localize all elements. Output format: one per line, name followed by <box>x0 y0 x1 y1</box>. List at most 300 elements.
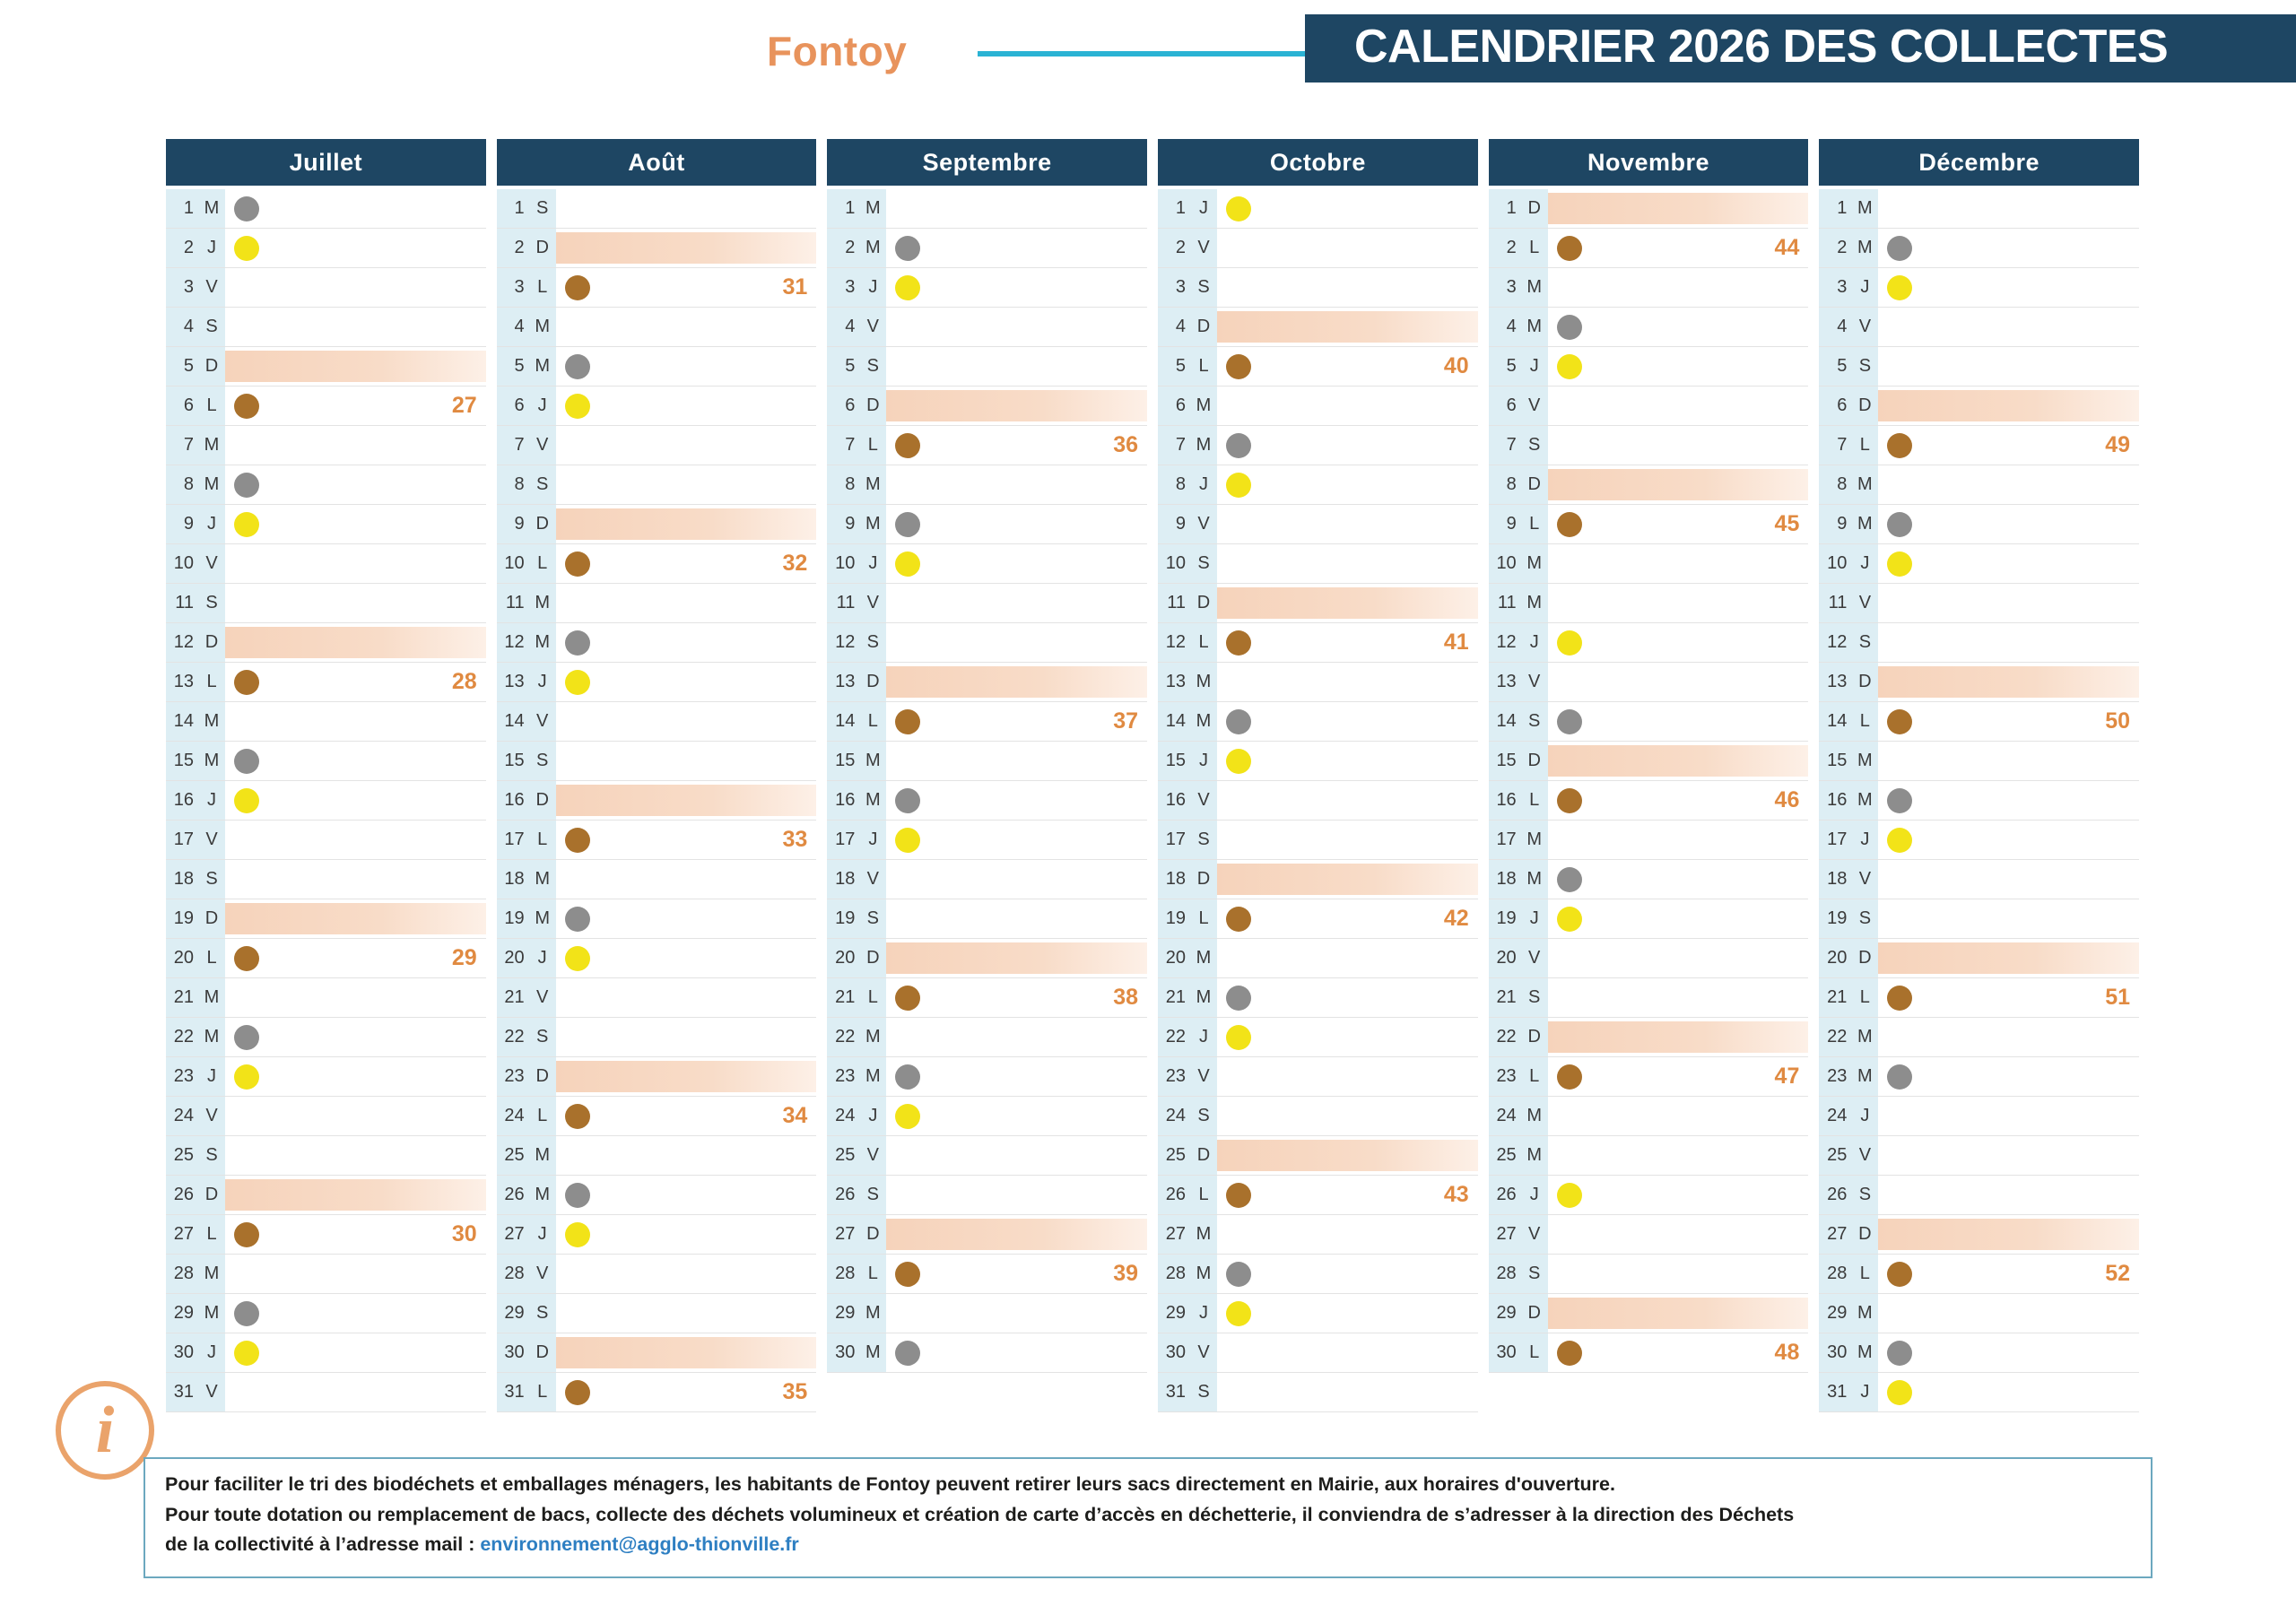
day-row <box>1158 229 1478 268</box>
day-letter: M <box>1190 663 1217 701</box>
day-row <box>1158 1333 1478 1373</box>
day-letter: S <box>859 899 886 938</box>
collection-dot-none <box>1887 946 1912 971</box>
month-title: Décembre <box>1819 139 2139 186</box>
day-letter: M <box>1190 702 1217 741</box>
day-number: 4 <box>497 308 529 346</box>
day-row <box>1819 308 2139 347</box>
collection-dot-grey <box>895 788 920 813</box>
day-letter: M <box>859 742 886 780</box>
month-column <box>1819 139 2139 1412</box>
day-number: 19 <box>497 899 529 938</box>
day-number: 17 <box>166 821 198 859</box>
day-row <box>497 1373 817 1412</box>
collection-dot-brown <box>895 709 920 734</box>
day-number: 24 <box>827 1097 859 1135</box>
day-number: 10 <box>166 544 198 583</box>
collection-dot-none <box>1887 907 1912 932</box>
day-number: 2 <box>1819 229 1851 267</box>
day-number: 1 <box>497 189 529 228</box>
day-number: 5 <box>827 347 859 386</box>
day-row <box>827 584 1147 623</box>
day-letter: M <box>1851 505 1878 543</box>
collection-dot-grey <box>895 236 920 261</box>
day-number: 15 <box>166 742 198 780</box>
day-letter: L <box>529 821 556 859</box>
day-row <box>1819 1294 2139 1333</box>
collection-dot-none <box>1887 1183 1912 1208</box>
day-letter: J <box>1190 742 1217 780</box>
day-letter: M <box>1521 1136 1548 1175</box>
collection-dot-none <box>1226 1380 1251 1405</box>
day-letter: V <box>1190 229 1217 267</box>
day-row <box>166 584 486 623</box>
day-letter: M <box>198 978 225 1017</box>
day-row <box>1489 1333 1809 1373</box>
day-number: 29 <box>1158 1294 1190 1333</box>
day-row <box>1489 821 1809 860</box>
month-column <box>1489 139 1809 1412</box>
day-letter: V <box>859 860 886 899</box>
day-letter: S <box>1521 978 1548 1017</box>
collection-dot-yellow <box>234 1341 259 1366</box>
day-number: 28 <box>1489 1255 1521 1293</box>
day-letter: M <box>1851 742 1878 780</box>
day-row <box>166 505 486 544</box>
day-number: 31 <box>166 1373 198 1411</box>
day-row <box>166 899 486 939</box>
day-row <box>1819 899 2139 939</box>
day-number: 24 <box>166 1097 198 1135</box>
day-number: 22 <box>497 1018 529 1056</box>
day-row <box>497 939 817 978</box>
week-number: 42 <box>1443 906 1469 931</box>
day-letter: M <box>859 1294 886 1333</box>
day-row <box>166 1215 486 1255</box>
collection-dot-brown <box>565 1104 590 1129</box>
collection-dot-none <box>234 1183 259 1208</box>
collection-dot-brown <box>1887 986 1912 1011</box>
day-letter: L <box>529 544 556 583</box>
day-row <box>166 939 486 978</box>
day-letter: J <box>1521 347 1548 386</box>
day-letter: M <box>859 229 886 267</box>
day-number: 27 <box>1489 1215 1521 1254</box>
day-number: 15 <box>1158 742 1190 780</box>
day-row <box>497 1215 817 1255</box>
day-letter: D <box>529 1333 556 1372</box>
day-row <box>1158 426 1478 465</box>
collection-dot-none <box>895 670 920 695</box>
month-days <box>827 189 1147 1373</box>
day-number: 20 <box>1489 939 1521 977</box>
collection-dot-none <box>234 709 259 734</box>
collection-dot-yellow <box>1557 354 1582 379</box>
day-number: 27 <box>497 1215 529 1254</box>
month-days <box>166 189 486 1412</box>
day-number: 15 <box>1819 742 1851 780</box>
day-row <box>827 742 1147 781</box>
day-number: 27 <box>1158 1215 1190 1254</box>
day-letter: M <box>859 505 886 543</box>
day-number: 11 <box>497 584 529 622</box>
collection-dot-yellow <box>1226 1025 1251 1050</box>
day-number: 30 <box>497 1333 529 1372</box>
day-number: 14 <box>497 702 529 741</box>
collection-dot-none <box>1557 670 1582 695</box>
day-number: 19 <box>1489 899 1521 938</box>
day-letter: V <box>198 821 225 859</box>
collection-dot-none <box>1226 315 1251 340</box>
collection-dot-none <box>234 1262 259 1287</box>
day-row <box>166 821 486 860</box>
day-number: 7 <box>1489 426 1521 465</box>
collection-dot-grey <box>565 907 590 932</box>
day-row <box>166 1097 486 1136</box>
day-number: 19 <box>827 899 859 938</box>
day-letter: D <box>1851 939 1878 977</box>
collection-dot-none <box>1557 394 1582 419</box>
day-row <box>1819 821 2139 860</box>
collection-dot-yellow <box>1887 1380 1912 1405</box>
day-number: 26 <box>1489 1176 1521 1214</box>
day-letter: J <box>198 1057 225 1096</box>
day-letter: D <box>529 781 556 820</box>
collection-dot-grey <box>234 1025 259 1050</box>
week-number: 35 <box>782 1379 808 1404</box>
page-header <box>0 0 2296 99</box>
day-row <box>1158 1018 1478 1057</box>
day-letter: M <box>198 465 225 504</box>
collection-dot-none <box>565 236 590 261</box>
collection-dot-none <box>234 986 259 1011</box>
collection-dot-brown <box>565 551 590 577</box>
day-number: 18 <box>166 860 198 899</box>
day-letter: V <box>1851 860 1878 899</box>
collection-dot-none <box>1557 1025 1582 1050</box>
collection-dot-none <box>895 630 920 656</box>
week-number: 29 <box>451 945 477 970</box>
collection-dot-brown <box>895 986 920 1011</box>
day-number: 23 <box>1819 1057 1851 1096</box>
day-row <box>166 229 486 268</box>
day-letter: D <box>198 1176 225 1214</box>
day-number: 21 <box>1819 978 1851 1017</box>
day-number: 27 <box>1819 1215 1851 1254</box>
day-row <box>1489 899 1809 939</box>
day-letter: S <box>1851 1176 1878 1214</box>
day-letter: M <box>529 860 556 899</box>
day-number: 10 <box>497 544 529 583</box>
collection-dot-none <box>895 907 920 932</box>
day-letter: M <box>859 189 886 228</box>
day-letter: J <box>198 505 225 543</box>
day-row <box>497 1255 817 1294</box>
day-row <box>166 544 486 584</box>
day-number: 24 <box>1489 1097 1521 1135</box>
day-letter: V <box>1521 663 1548 701</box>
day-letter: M <box>1851 229 1878 267</box>
day-letter: L <box>859 702 886 741</box>
day-number: 9 <box>827 505 859 543</box>
day-number: 9 <box>1158 505 1190 543</box>
day-letter: M <box>1851 1294 1878 1333</box>
day-number: 31 <box>1819 1373 1851 1411</box>
week-number: 28 <box>451 669 477 694</box>
day-row <box>827 229 1147 268</box>
day-number: 16 <box>827 781 859 820</box>
day-letter: D <box>1190 1136 1217 1175</box>
week-number: 38 <box>1113 985 1139 1010</box>
collection-dot-none <box>1557 1262 1582 1287</box>
day-letter: S <box>1190 821 1217 859</box>
day-row <box>1489 505 1809 544</box>
day-letter: M <box>1851 1057 1878 1096</box>
day-letter: V <box>859 584 886 622</box>
collection-dot-none <box>565 1064 590 1090</box>
collection-dot-none <box>1226 236 1251 261</box>
info-icon <box>56 1381 154 1480</box>
day-number: 9 <box>1489 505 1521 543</box>
day-row <box>166 1373 486 1412</box>
collection-dot-none <box>1226 512 1251 537</box>
day-row <box>1158 347 1478 386</box>
collection-dot-brown <box>1226 630 1251 656</box>
day-letter: S <box>1851 899 1878 938</box>
collection-dot-none <box>1887 473 1912 498</box>
day-row <box>1819 978 2139 1018</box>
day-number: 6 <box>1489 386 1521 425</box>
day-number: 30 <box>166 1333 198 1372</box>
week-number: 36 <box>1113 432 1139 457</box>
day-letter: M <box>529 308 556 346</box>
collection-dot-yellow <box>565 946 590 971</box>
header-rule <box>978 51 1309 56</box>
day-number: 25 <box>497 1136 529 1175</box>
collection-dot-none <box>1557 473 1582 498</box>
collection-dot-none <box>565 986 590 1011</box>
day-number: 16 <box>1158 781 1190 820</box>
day-number: 12 <box>1158 623 1190 662</box>
collection-dot-yellow <box>895 275 920 300</box>
day-letter: S <box>1521 1255 1548 1293</box>
day-row <box>166 742 486 781</box>
day-row <box>497 229 817 268</box>
day-row <box>1489 1215 1809 1255</box>
day-letter: S <box>1851 623 1878 662</box>
day-number: 12 <box>166 623 198 662</box>
day-row <box>1819 505 2139 544</box>
day-row <box>1158 821 1478 860</box>
collection-dot-none <box>1557 591 1582 616</box>
collection-dot-brown <box>234 946 259 971</box>
collection-dot-none <box>234 630 259 656</box>
week-number: 41 <box>1443 630 1469 655</box>
collection-dot-grey <box>1557 315 1582 340</box>
collection-dot-none <box>234 1104 259 1129</box>
week-number: 27 <box>451 393 477 418</box>
collection-dot-yellow <box>565 1222 590 1247</box>
day-row <box>1489 939 1809 978</box>
day-letter: M <box>198 426 225 465</box>
day-letter: M <box>1521 860 1548 899</box>
week-number: 30 <box>451 1221 477 1246</box>
collection-dot-brown <box>1226 907 1251 932</box>
footnote-line-2: Pour toute dotation ou remplacement de bacs, collecte des déchets volumineux et création de carte d’accès en déchetterie, il conviendra de s’adresser à la direction des Déchets <box>165 1503 1795 1525</box>
day-number: 27 <box>827 1215 859 1254</box>
day-number: 26 <box>1819 1176 1851 1214</box>
day-row <box>1489 978 1809 1018</box>
day-number: 14 <box>166 702 198 741</box>
collection-dot-yellow <box>234 1064 259 1090</box>
day-row <box>166 1294 486 1333</box>
day-number: 16 <box>497 781 529 820</box>
day-number: 17 <box>1819 821 1851 859</box>
day-letter: M <box>859 1018 886 1056</box>
day-row <box>1819 663 2139 702</box>
contact-email-link[interactable]: environnement@agglo-thionville.fr <box>480 1533 799 1556</box>
collection-dot-grey <box>1887 1064 1912 1090</box>
day-row <box>1158 939 1478 978</box>
day-number: 2 <box>1158 229 1190 267</box>
collection-dot-yellow <box>1226 1301 1251 1326</box>
collection-dot-none <box>234 1143 259 1168</box>
collection-dot-none <box>565 196 590 221</box>
day-letter: D <box>1190 584 1217 622</box>
day-letter: V <box>198 1373 225 1411</box>
collection-dot-yellow <box>1557 1183 1582 1208</box>
day-number: 21 <box>166 978 198 1017</box>
collection-dot-grey <box>1887 788 1912 813</box>
day-row <box>827 1097 1147 1136</box>
day-letter: S <box>529 189 556 228</box>
collection-dot-none <box>1557 1143 1582 1168</box>
collection-dot-none <box>1226 867 1251 892</box>
day-row <box>497 465 817 505</box>
day-row <box>1158 505 1478 544</box>
day-number: 10 <box>1819 544 1851 583</box>
day-letter: D <box>529 1057 556 1096</box>
day-letter: M <box>1190 386 1217 425</box>
collection-dot-none <box>1887 1143 1912 1168</box>
day-row <box>1489 1294 1809 1333</box>
footnote-line-3-prefix: de la collectivité à l’adresse mail : <box>165 1533 481 1556</box>
collection-dot-grey <box>234 1301 259 1326</box>
collection-dot-yellow <box>234 788 259 813</box>
day-letter: J <box>198 781 225 820</box>
day-letter: L <box>859 426 886 465</box>
collection-dot-none <box>895 394 920 419</box>
day-number: 26 <box>166 1176 198 1214</box>
day-letter: L <box>1521 229 1548 267</box>
week-number: 51 <box>2105 985 2131 1010</box>
day-row <box>497 1057 817 1097</box>
collection-dot-none <box>1557 551 1582 577</box>
collection-dot-grey <box>1226 1262 1251 1287</box>
collection-dot-grey <box>1887 1341 1912 1366</box>
collection-dot-grey <box>234 473 259 498</box>
collection-dot-none <box>895 1301 920 1326</box>
collection-dot-none <box>1887 591 1912 616</box>
day-number: 20 <box>497 939 529 977</box>
collection-dot-none <box>895 1222 920 1247</box>
day-letter: M <box>529 899 556 938</box>
day-row <box>827 505 1147 544</box>
day-row <box>1489 702 1809 742</box>
day-number: 11 <box>1489 584 1521 622</box>
day-number: 8 <box>1489 465 1521 504</box>
day-number: 23 <box>827 1057 859 1096</box>
day-number: 28 <box>166 1255 198 1293</box>
day-letter: J <box>859 268 886 307</box>
week-number: 32 <box>782 551 808 576</box>
day-row <box>827 1018 1147 1057</box>
day-number: 29 <box>1489 1294 1521 1333</box>
collection-dot-none <box>565 788 590 813</box>
day-row <box>827 347 1147 386</box>
day-number: 28 <box>1819 1255 1851 1293</box>
week-number: 31 <box>782 274 808 300</box>
collection-dot-brown <box>1557 236 1582 261</box>
collection-dot-yellow <box>1887 551 1912 577</box>
day-number: 23 <box>1489 1057 1521 1096</box>
day-number: 13 <box>497 663 529 701</box>
collection-dot-none <box>565 709 590 734</box>
day-row <box>1819 544 2139 584</box>
day-row <box>1489 781 1809 821</box>
day-number: 3 <box>1489 268 1521 307</box>
collection-dot-none <box>1226 1143 1251 1168</box>
day-letter: J <box>1190 465 1217 504</box>
day-letter: D <box>1521 465 1548 504</box>
day-letter: J <box>1521 623 1548 662</box>
collection-dot-grey <box>1557 709 1582 734</box>
day-row <box>1489 1097 1809 1136</box>
day-letter: L <box>1521 505 1548 543</box>
month-days <box>1819 189 2139 1412</box>
day-row <box>1489 1018 1809 1057</box>
week-number: 48 <box>1774 1340 1800 1365</box>
collection-dot-brown <box>1226 1183 1251 1208</box>
day-number: 18 <box>827 860 859 899</box>
day-letter: V <box>529 978 556 1017</box>
day-number: 25 <box>1489 1136 1521 1175</box>
collection-dot-none <box>1887 1301 1912 1326</box>
collection-dot-none <box>1887 749 1912 774</box>
day-row <box>1819 781 2139 821</box>
collection-dot-none <box>565 473 590 498</box>
collection-dot-grey <box>565 354 590 379</box>
day-row <box>497 1294 817 1333</box>
footnote-line-3 <box>165 1532 2131 1559</box>
day-letter: S <box>529 1294 556 1333</box>
day-number: 29 <box>1819 1294 1851 1333</box>
collection-dot-none <box>895 867 920 892</box>
collection-dot-none <box>1226 828 1251 853</box>
month-title: Septembre <box>827 139 1147 186</box>
day-row <box>497 347 817 386</box>
day-number: 30 <box>1158 1333 1190 1372</box>
day-letter: M <box>1190 1215 1217 1254</box>
day-row <box>166 663 486 702</box>
day-row <box>827 1215 1147 1255</box>
day-number: 17 <box>497 821 529 859</box>
day-number: 5 <box>166 347 198 386</box>
day-letter: J <box>859 821 886 859</box>
collection-dot-none <box>895 1025 920 1050</box>
day-letter: S <box>859 347 886 386</box>
day-letter: V <box>198 544 225 583</box>
